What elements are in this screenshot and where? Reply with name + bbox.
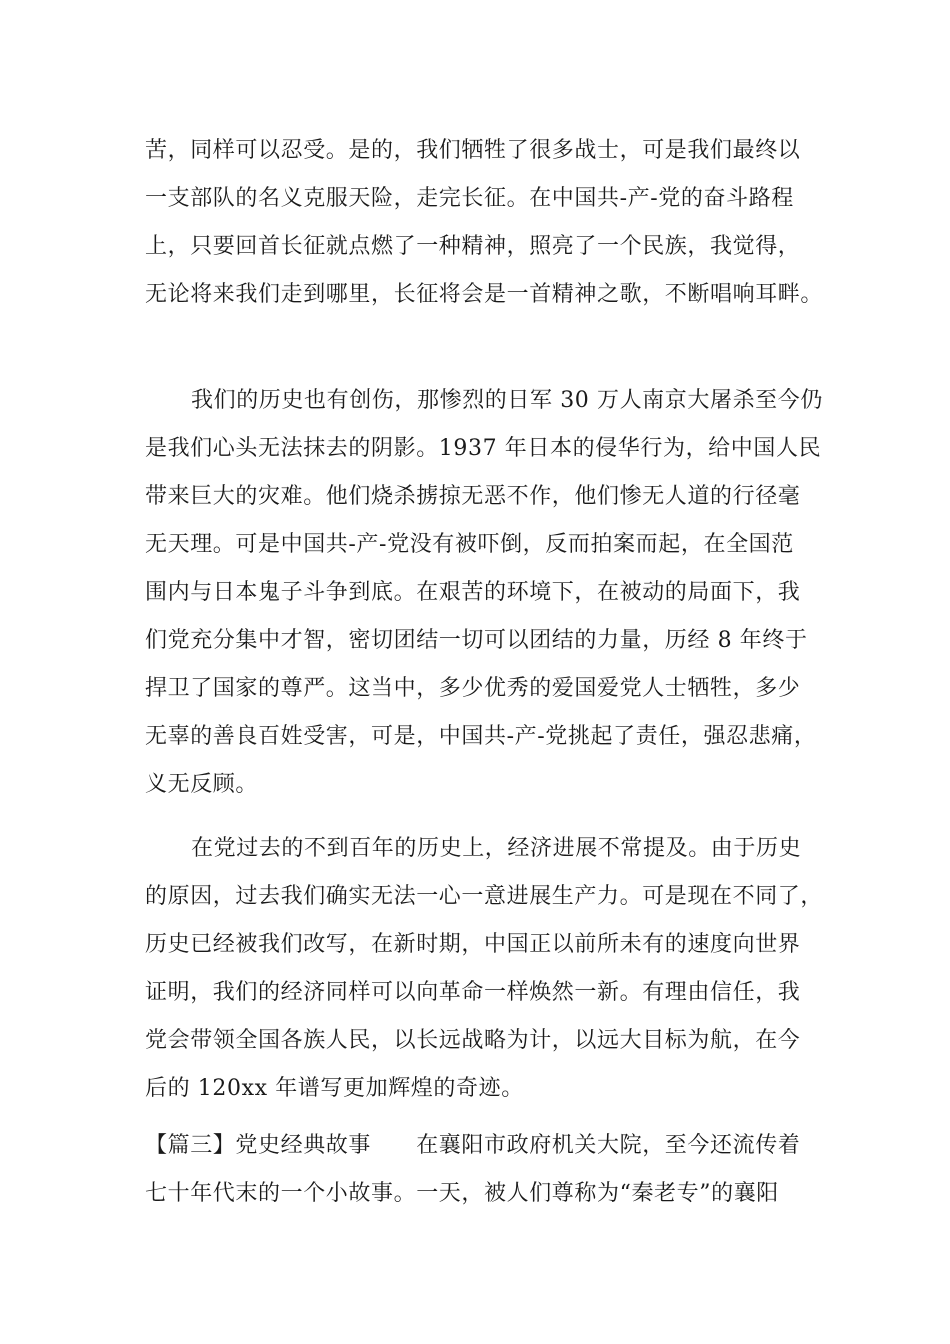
text-line: 【篇三】党史经典故事 在襄阳市政府机关大院，至今还流传着: [145, 1133, 801, 1158]
paragraph-economy: [145, 825, 825, 1113]
text-line: 历史已经被我们改写，在新时期，中国正以前所未有的速度向世界: [145, 932, 801, 957]
text-line: 党会带领全国各族人民，以长远战略为计，以远大目标为航，在今: [145, 1028, 801, 1053]
text-line: 带来巨大的灾难。他们烧杀掳掠无恶不作，他们惨无人道的行径毫: [145, 484, 801, 509]
text-line: 上，只要回首长征就点燃了一种精神，照亮了一个民族，我觉得，: [145, 234, 801, 259]
paragraph-long-march: [145, 127, 825, 319]
text-line: 围内与日本鬼子斗争到底。在艰苦的环境下，在被动的局面下，我: [145, 580, 801, 605]
text-line: 无天理。可是中国共-产-党没有被吓倒，反而拍案而起，在全国范: [145, 532, 794, 557]
text-line: 们党充分集中才智，密切团结一切可以团结的力量，历经 8 年终于: [145, 628, 808, 653]
text-line: 义无反顾。: [145, 772, 259, 797]
text-line: 在党过去的不到百年的历史上，经济进展不常提及。由于历史: [191, 836, 802, 861]
paragraph-section-three: [145, 1122, 825, 1218]
text-line: 后的 120xx 年谱写更加辉煌的奇迹。: [145, 1076, 524, 1101]
text-line: 一支部队的名义克服天险，走完长征。在中国共-产-党的奋斗路程: [145, 186, 794, 211]
text-line: 我们的历史也有创伤，那惨烈的日军 30 万人南京大屠杀至今仍: [191, 388, 823, 413]
text-line: 无辜的善良百姓受害，可是，中国共-产-党挑起了责任，强忍悲痛，: [145, 724, 817, 749]
paragraph-history-trauma: [145, 377, 825, 809]
text-line: 捍卫了国家的尊严。这当中，多少优秀的爱国爱党人士牺牲，多少: [145, 676, 801, 701]
text-line: 苦，同样可以忍受。是的，我们牺牲了很多战士，可是我们最终以: [145, 138, 801, 163]
text-line: 是我们心头无法抹去的阴影。1937 年日本的侵华行为，给中国人民: [145, 436, 822, 461]
text-line: 无论将来我们走到哪里，长征将会是一首精神之歌，不断唱响耳畔。: [145, 282, 824, 307]
text-line: 七十年代末的一个小故事。一天，被人们尊称为“秦老专”的襄阳: [145, 1181, 779, 1206]
text-line: 证明，我们的经济同样可以向革命一样焕然一新。有理由信任，我: [145, 980, 801, 1005]
text-line: 的原因，过去我们确实无法一心一意进展生产力。可是现在不同了，: [145, 884, 824, 909]
